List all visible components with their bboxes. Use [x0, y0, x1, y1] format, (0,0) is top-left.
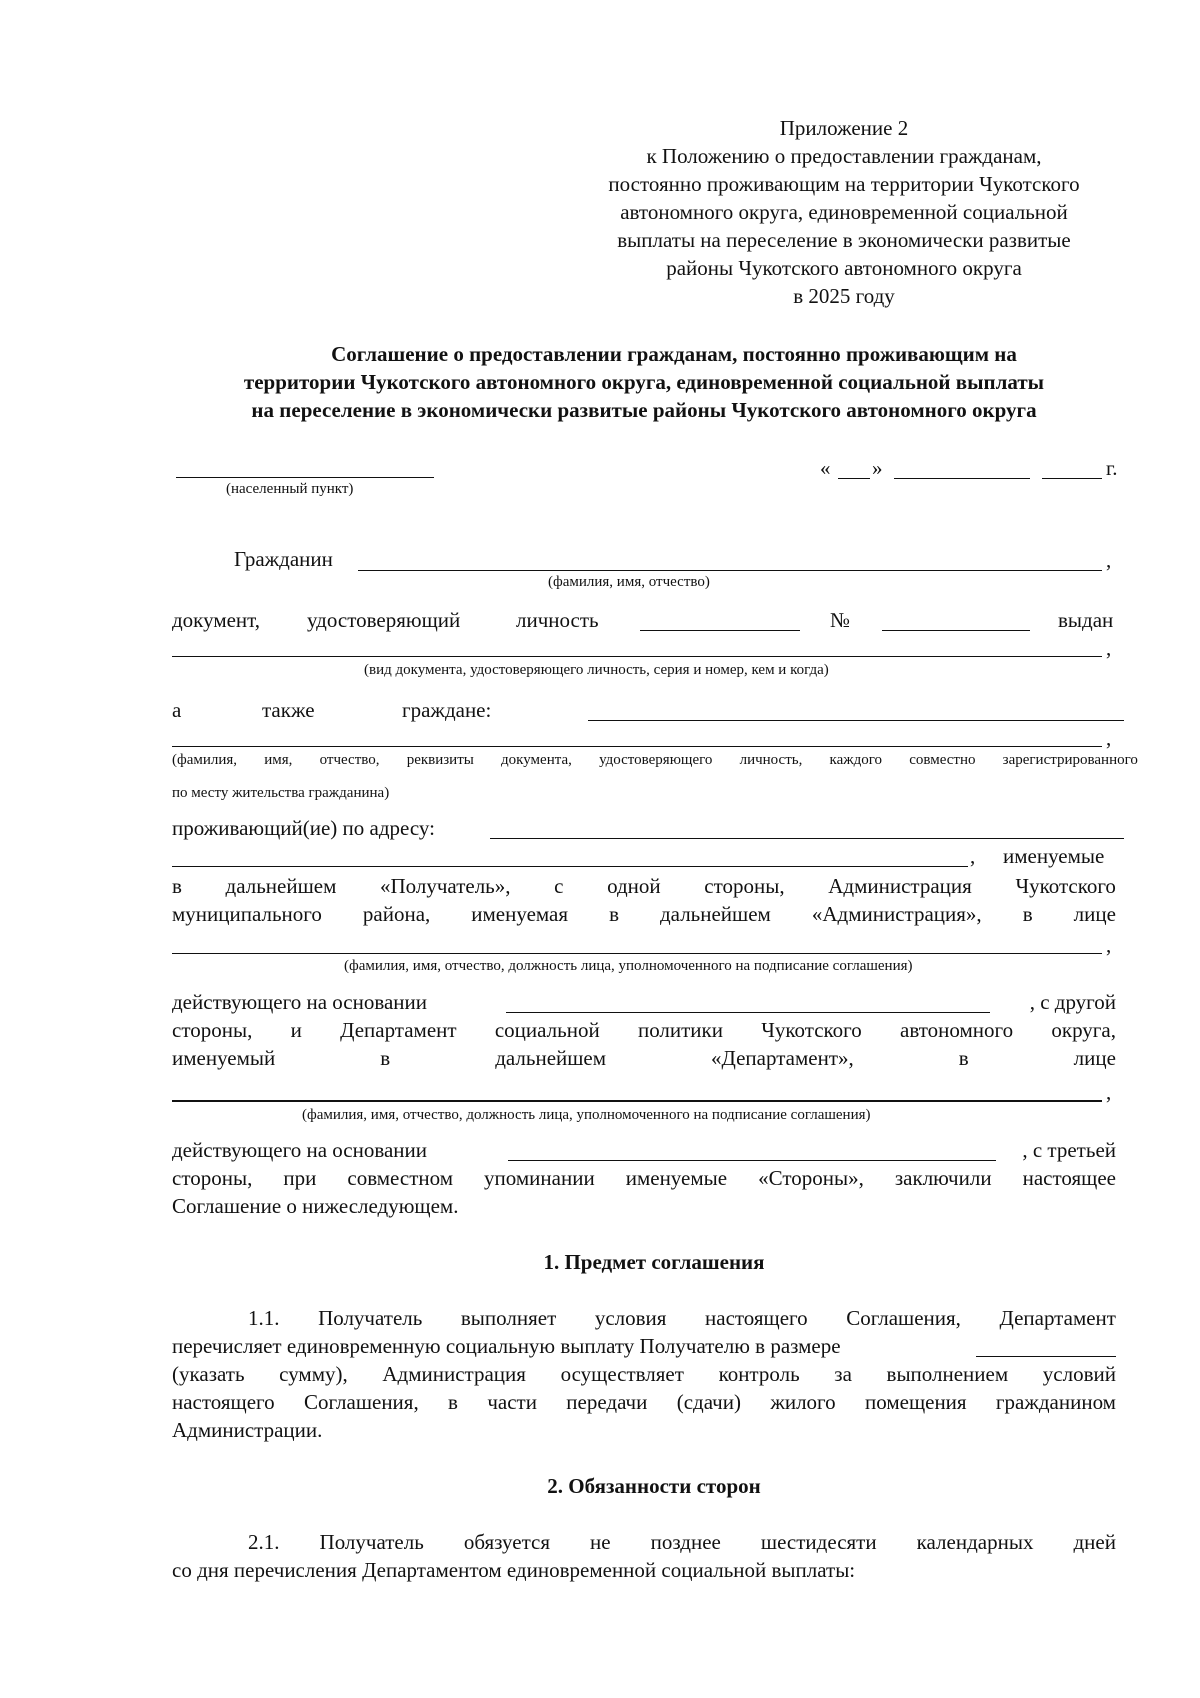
amount-field[interactable] — [976, 1356, 1116, 1357]
appendix-line: постоянно проживающим на территории Чукотского — [608, 172, 1080, 196]
citizen-label: Гражданин — [234, 547, 333, 571]
section1-line3 — [172, 1360, 1116, 1388]
citizen-name-field[interactable] — [358, 570, 1102, 571]
word: Чукотского — [761, 1018, 862, 1042]
caption-word: (фамилия, — [172, 752, 238, 768]
word: Администрация — [382, 1362, 526, 1386]
word: Получатель — [318, 1306, 423, 1330]
word: «Администрация», — [811, 902, 982, 926]
word: в — [958, 1046, 969, 1070]
word: шестидесяти — [760, 1530, 877, 1554]
word: Департамент — [340, 1018, 457, 1042]
date-year-field[interactable] — [1042, 478, 1102, 479]
word: муниципального — [172, 902, 322, 926]
word: не — [590, 1530, 611, 1554]
word: за — [834, 1362, 852, 1386]
word: автономного — [900, 1018, 1014, 1042]
section1-heading: 1. Предмет соглашения — [543, 1250, 765, 1274]
place-field[interactable] — [176, 477, 434, 478]
word: 1.1. — [248, 1306, 280, 1330]
section2-heading: 2. Обязанности сторон — [547, 1474, 761, 1498]
place-caption: (населенный пункт) — [226, 481, 354, 497]
doc-series-field[interactable] — [640, 630, 800, 631]
title-line: на переселение в экономически развитые районы Чукотского автономного округа — [251, 398, 1037, 422]
word: лице — [1073, 902, 1116, 926]
third-side-text: , с третьей — [1022, 1138, 1116, 1162]
other-side-text: , с другой — [1029, 990, 1116, 1014]
section1-line2: перечисляет единовременную социальную выплату Получателю в размере — [172, 1334, 841, 1358]
also-word: а — [172, 698, 182, 722]
family-members-field[interactable] — [588, 720, 1124, 721]
word: настоящее — [1022, 1166, 1116, 1190]
caption-word: отчество, — [319, 752, 380, 768]
document-title — [172, 340, 1116, 424]
address-label: проживающий(ие) по адресу: — [172, 816, 435, 840]
section2-line2: со дня перечисления Департаментом единовременной социальной выплаты: — [172, 1558, 856, 1582]
family-caption-row — [172, 751, 1138, 769]
caption-word: документа, — [501, 752, 572, 768]
word: в — [1022, 902, 1033, 926]
appendix-line: Приложение 2 — [779, 116, 909, 140]
word: помещения — [865, 1390, 967, 1414]
word: стороны, — [704, 874, 785, 898]
appendix-line: районы Чукотского автономного округа — [666, 256, 1022, 280]
appendix-line: выплаты на переселение в экономически развитые — [617, 228, 1071, 252]
section1-line4 — [172, 1388, 1116, 1416]
word: обязуется — [463, 1530, 550, 1554]
address-field[interactable] — [490, 838, 1124, 839]
appendix-line: к Положению о предоставлении гражданам, — [646, 144, 1042, 168]
caption-word: каждого — [829, 752, 883, 768]
section2-line1 — [248, 1528, 1116, 1556]
year-suffix: г. — [1106, 456, 1118, 480]
word: позднее — [650, 1530, 721, 1554]
department-line — [172, 1016, 1116, 1044]
title-line: территории Чукотского автономного округа, единовременной социальной выплаты — [243, 370, 1045, 394]
word: в — [609, 902, 619, 926]
word: дней — [1073, 1530, 1116, 1554]
word: дальнейшем — [495, 1046, 607, 1070]
word: настоящего — [172, 1390, 275, 1414]
department-named-line — [172, 1044, 1116, 1072]
address-field-2[interactable] — [172, 866, 968, 867]
doc-word: личность — [516, 608, 599, 632]
word: осуществляет — [560, 1362, 684, 1386]
word: Администрация — [828, 874, 972, 898]
word: лице — [1073, 1046, 1116, 1070]
word: стороны, — [172, 1018, 253, 1042]
doc-number-sign: № — [830, 608, 851, 632]
dept-official-field[interactable] — [172, 1100, 1102, 1102]
word: (указать — [172, 1362, 245, 1386]
word: стороны, — [172, 1166, 253, 1190]
word: «Департамент», — [711, 1046, 854, 1070]
comma: , — [1106, 933, 1112, 957]
word: сумму), — [279, 1362, 348, 1386]
word: Получатель — [319, 1530, 424, 1554]
word: условия — [594, 1306, 667, 1330]
admin-official-field[interactable] — [172, 953, 1102, 954]
comma: , — [970, 844, 976, 868]
caption-word: имя, — [264, 752, 293, 768]
recipient-line — [172, 872, 1116, 900]
word: именуемый — [172, 1046, 276, 1070]
word: совместном — [347, 1166, 454, 1190]
word: в — [172, 874, 182, 898]
word: округа, — [1051, 1018, 1116, 1042]
acting-label: действующего на основании — [172, 1138, 428, 1162]
date-month-field[interactable] — [894, 478, 1030, 479]
section1-line5: Администрации. — [172, 1418, 323, 1442]
word: с — [554, 874, 564, 898]
family-members-field-2[interactable] — [172, 746, 1102, 747]
doc-word: документ, — [172, 608, 261, 632]
section1-line1 — [248, 1304, 1116, 1332]
caption-word: совместно — [909, 752, 976, 768]
word: Соглашения, — [303, 1390, 419, 1414]
word: 2.1. — [248, 1530, 280, 1554]
named-word: именуемые — [1003, 844, 1105, 868]
acting-label: действующего на основании — [172, 990, 428, 1014]
admin-official-caption: (фамилия, имя, отчество, должность лица, уполномоченного на подписание соглашения) — [344, 958, 913, 974]
word: жилого — [770, 1390, 836, 1414]
caption-word: зарегистрированного — [1002, 752, 1138, 768]
word: календарных — [916, 1530, 1034, 1554]
also-word: также — [262, 698, 315, 722]
word: дальнейшем — [660, 902, 771, 926]
doc-details-field[interactable] — [172, 656, 1102, 657]
word: в — [380, 1046, 391, 1070]
appendix-line: автономного округа, единовременной социальной — [620, 200, 1068, 224]
word: Соглашения, — [846, 1306, 961, 1330]
word: выполнением — [886, 1362, 1009, 1386]
caption-word: личность, — [739, 752, 803, 768]
word: настоящего — [705, 1306, 808, 1330]
doc-word: удостоверяющий — [307, 608, 461, 632]
word: условий — [1042, 1362, 1116, 1386]
word: района, — [362, 902, 431, 926]
word: одной — [607, 874, 661, 898]
title-line: Соглашение о предоставлении гражданам, постоянно проживающим на — [331, 342, 1017, 366]
doc-number-field[interactable] — [882, 630, 1030, 631]
also-word: граждане: — [402, 698, 492, 722]
comma: , — [1106, 636, 1112, 660]
comma: , — [1106, 548, 1112, 572]
word: гражданином — [995, 1390, 1116, 1414]
word: именуемые — [625, 1166, 728, 1190]
dept-basis-field[interactable] — [508, 1160, 996, 1161]
word: политики — [637, 1018, 723, 1042]
dept-official-caption: (фамилия, имя, отчество, должность лица, уполномоченного на подписание соглашения) — [302, 1107, 871, 1123]
administration-line — [172, 900, 1116, 928]
closing-line: Соглашение о нижеследующем. — [172, 1194, 459, 1218]
word: Чукотского — [1015, 874, 1116, 898]
appendix-line: в 2025 году — [793, 284, 895, 308]
date-day-field[interactable] — [838, 478, 870, 479]
family-caption-line2: по месту жительства гражданина) — [172, 785, 390, 801]
admin-basis-field[interactable] — [506, 1012, 990, 1013]
comma: , — [1106, 726, 1112, 750]
caption-word: реквизиты — [406, 752, 474, 768]
word: «Получатель», — [380, 874, 511, 898]
appendix-block — [566, 114, 1122, 310]
caption-word: удостоверяющего — [599, 752, 713, 768]
comma: , — [1106, 1080, 1112, 1104]
doc-issued: выдан — [1058, 608, 1114, 632]
word: части — [487, 1390, 537, 1414]
word: передачи — [566, 1390, 648, 1414]
citizen-caption: (фамилия, имя, отчество) — [548, 574, 710, 590]
word: упоминании — [484, 1166, 595, 1190]
word: именуемая — [471, 902, 569, 926]
word: контроль — [718, 1362, 800, 1386]
word: и — [290, 1018, 302, 1042]
date-close-quote: » — [872, 456, 883, 480]
parties-line — [172, 1164, 1116, 1192]
word: выполняет — [460, 1306, 557, 1330]
word: в — [448, 1390, 458, 1414]
word: Департамент — [999, 1306, 1116, 1330]
word: заключили — [894, 1166, 992, 1190]
doc-caption: (вид документа, удостоверяющего личность, серия и номер, кем и когда) — [364, 662, 829, 678]
word: дальнейшем — [225, 874, 337, 898]
word: «Стороны», — [758, 1166, 864, 1190]
word: (сдачи) — [676, 1390, 741, 1414]
word: при — [283, 1166, 317, 1190]
date-open-quote: « — [820, 456, 831, 480]
word: социальной — [494, 1018, 600, 1042]
